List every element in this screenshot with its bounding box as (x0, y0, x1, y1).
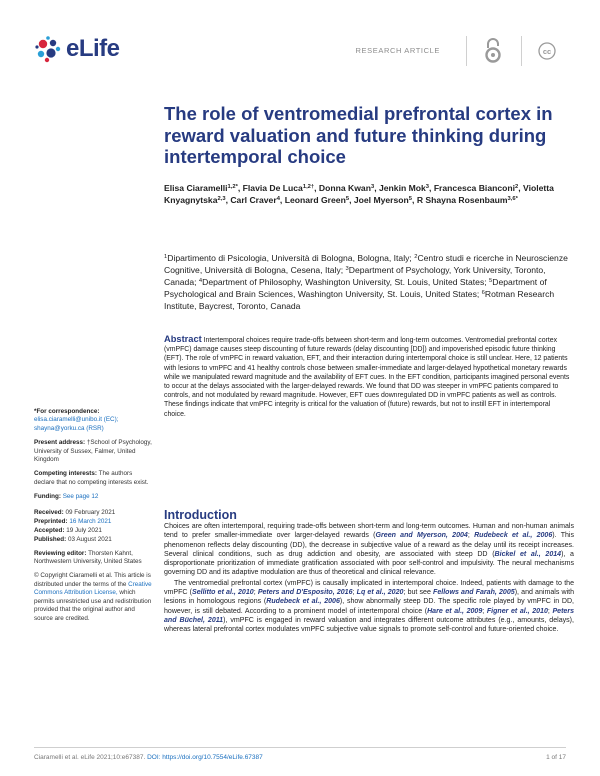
author-name[interactable]: Violetta Knyagnytska (164, 183, 554, 205)
competing-interests-text: The authors declare that no competing interests exist. (34, 470, 149, 486)
copyright-block (34, 572, 152, 622)
reviewing-editor-block (34, 550, 152, 567)
date-label: Received: (34, 508, 64, 516)
funding-block (34, 493, 152, 501)
citation-link[interactable]: Peters and Büchel, 2011 (164, 607, 574, 624)
date-label: Accepted: (34, 526, 65, 534)
body-text: The ventromedial prefrontal cortex (vmPFC) is causally implicated in intertemporal choice. Indeed, patients with damage to the vmPFC ( (164, 579, 574, 597)
affiliation-number: 3 (345, 266, 349, 272)
creative-commons-icon[interactable] (538, 42, 556, 60)
date-row (34, 508, 152, 517)
citation-link[interactable]: Rudebeck et al., 2006 (266, 598, 340, 606)
affiliation-text: Rotman Research Institute, Baycrest, Toronto, Canada (164, 289, 555, 311)
author-name[interactable]: Leonard Green (284, 195, 346, 205)
dates-block (34, 508, 152, 544)
introduction-paragraph-1 (164, 522, 574, 578)
author-name[interactable]: Elisa Ciaramelli (164, 183, 228, 193)
abstract-text: Intertemporal choices require trade-offs between short-term and long-term outcomes. Ventromedial prefrontal cortex (vmPFC) damage causes steep discounting of future rewards (delay discounting [DD]) and impoverished episodic future thinking (EFT). The role of vmPFC in reward valuation, EFT, and their interaction during intertemporal choice is still unclear. Here, 12 patients with lesions to vmPFC and 41 healthy controls chose between smaller-immediate and larger-delayed hypothetical monetary rewards while we manipulated reward magnitude and the availability of EFT cues. In the EFT condition, participants imagined personal events to occur at the delays associated with the larger-delayed rewards. We found that DD was steeper in vmPFC patients compared to controls, and not modulated by reward magnitude. However, EFT cues downregulated DD in vmPFC patients as well as controls. These findings indicate that vmPFC integrity is critical for the valuation of (future) rewards, but not to instill EFT in intertemporal choice. (164, 337, 570, 418)
affiliation-list (164, 252, 574, 312)
footer-citation-text: Ciaramelli et al. eLife 2021;10:e67387. (34, 754, 146, 761)
body-text: ; (482, 607, 487, 615)
author-name[interactable]: Jenkin Mok (378, 183, 426, 193)
date-row (34, 526, 152, 535)
present-address-label: Present address: (34, 439, 86, 447)
date-value: 03 August 2021 (67, 535, 112, 543)
reviewing-editor-text: Thorsten Kahnt, Northwestern University, United States (34, 549, 142, 566)
elife-logo-icon (34, 35, 62, 63)
introduction-body (164, 522, 574, 635)
footer-citation (34, 754, 263, 761)
body-text: ; (547, 607, 553, 615)
affiliation-number: 2 (414, 254, 418, 260)
author-name[interactable]: Flavia De Luca (242, 183, 303, 193)
date-row (34, 535, 152, 544)
header-divider (466, 36, 467, 66)
author-name[interactable]: Donna Kwan (318, 183, 371, 193)
body-text: ), and animals with lesions in homologous regions ( (164, 589, 575, 606)
author-affiliation-marker: 2 (515, 184, 519, 190)
affiliation-text: Department of Philosophy, Washington University, St. Louis, United States; (202, 277, 490, 287)
citation-link[interactable]: Figner et al., 2010 (486, 607, 548, 615)
affiliation-number: 6 (481, 290, 485, 296)
author-affiliation-marker: 2,3 (217, 196, 226, 202)
author-list: Elisa Ciaramelli$^{1,2*}$, Flavia De Luca$^{1,2\dagger}$, Donna Kwan$^3$, Jenkin Mok$^3$, Francesca Bianconi$^2$, Violetta Knyagnytska$^{2,3}$, Carl Craver$^4$, Leonard Green$^5$, Joel Myerson$^5$, R Shayna Rosenbaum$^{3,6*}$ (164, 183, 554, 205)
header-divider (521, 36, 522, 66)
author-affiliation-marker: 1,2† (302, 184, 315, 190)
body-text: ), show abnormally steep DD. The specific role played by vmPFC in DD, however, is still debated. According to a prominent model of intertemporal choice ( (164, 598, 575, 615)
author-affiliation-marker: 3,6* (507, 196, 518, 202)
abstract (164, 335, 574, 419)
citation-link[interactable]: Lq et al., 2020 (356, 589, 404, 597)
author-affiliation-marker: 5 (345, 196, 350, 202)
citation-link[interactable]: Rudebeck et al., 2006 (474, 532, 553, 540)
citation-link[interactable]: Hare et al., 2009 (427, 607, 483, 615)
body-text: Choices are often intertemporal, requiring trade-offs between short-term and long-term outcomes. Human and non-human animals tend to prefer smaller-immediate over larger-delayed rewards ( (164, 523, 574, 540)
affiliation-number: 1 (164, 254, 168, 260)
funding-label: Funding: (34, 493, 61, 501)
cc-license-link[interactable]: Creative Commons Attribution License, (34, 580, 152, 597)
footer-doi-label: DOI: (147, 754, 161, 761)
date-value[interactable]: 16 March 2021 (69, 517, 112, 525)
citation-link[interactable]: Bickel et al., 2014 (494, 550, 562, 558)
author-name[interactable]: R Shayna Rosenbaum (416, 195, 508, 205)
date-value: 09 February 2021 (65, 508, 116, 516)
author-name[interactable]: Carl Craver (230, 195, 277, 205)
body-text: ; (352, 589, 357, 597)
author-affiliation-marker: 3 (425, 184, 430, 190)
author-name[interactable]: Francesca Bianconi (433, 183, 516, 193)
copyright-text-pre: © Copyright Ciaramelli et al. This article is distributed under the terms of the (34, 572, 151, 588)
page-number: 1 of 17 (546, 754, 566, 761)
body-text: ; but see (403, 589, 434, 597)
competing-interests-label: Competing interests: (34, 470, 97, 478)
correspondence-block (34, 408, 152, 433)
body-text: ), a disproportionate prioritization of immediate gratification associated with poor self-control and impulsivity. The neural mechanisms governing DD and its adaptive modulation are thus of theoretical and clinical relevance. (164, 550, 574, 577)
body-text: ; (253, 589, 258, 597)
open-access-icon[interactable] (483, 37, 503, 65)
date-value: 19 July 2021 (66, 526, 102, 534)
affiliation-text: Centro studi e ricerche in Neuroscienze Cognitive, Università di Bologna, Cesena, Italy; (164, 253, 568, 275)
competing-interests-block (34, 470, 152, 487)
body-text: ), vmPFC is engaged in reward valuation and integrates different outcome attributes (e.g., amounts, delays), whereas lateral prefrontal cortex modulates vmPFC subjective value signals to promote self-control and future-oriented choice. (164, 616, 574, 634)
date-row (34, 517, 152, 526)
article-title: The role of ventromedial prefrontal cortex in reward valuation and future thinking during intertemporal choice (164, 103, 553, 167)
author-affiliation-marker: 4 (276, 196, 280, 202)
affiliation-text: Department of Psychological and Brain Sciences, Washington University, St. Louis, United States; (164, 277, 547, 299)
affiliation-text: Department of Psychology, York University, Toronto, Canada; (164, 265, 546, 287)
affiliation-text: Dipartimento di Psicologia, Università di Bologna, Bologna, Italy; (167, 253, 415, 263)
body-text: ; (467, 532, 475, 540)
author-affiliation-marker: 1,2* (227, 184, 238, 190)
citation-link[interactable]: Green and Myerson, 2004 (375, 532, 468, 540)
present-address-block (34, 439, 152, 464)
citation-link[interactable]: Peters and D'Esposito, 2016 (257, 589, 353, 597)
introduction-heading: Introduction (164, 508, 237, 522)
affiliation-number: 5 (489, 278, 493, 284)
citation-link[interactable]: Fellows and Farah, 2005 (433, 589, 515, 597)
footer-doi-link[interactable]: https://doi.org/10.7554/eLife.67387 (162, 754, 263, 761)
correspondence-emails[interactable]: elisa.ciaramelli@unibo.it (EC); shayna@yorku.ca (RSR) (34, 416, 119, 432)
introduction-paragraph-2 (164, 579, 574, 635)
research-type-label: RESEARCH ARTICLE (355, 46, 440, 55)
affiliation-number: 4 (198, 278, 203, 284)
article-sidebar (34, 408, 152, 629)
cc-icon-text: cc (542, 47, 552, 56)
body-text: ). This phenomenon reflects delay discounting (DD), the decrease in subjective value of a reward as the delay until its receipt increases. Several clinical conditions, such as drug addiction and obesity, are associated with steep DD ( (164, 532, 575, 558)
date-label: Preprinted: (34, 517, 68, 525)
citation-link[interactable]: Sellitto et al., 2010 (192, 589, 254, 597)
date-label: Published: (34, 535, 67, 543)
reviewing-editor-label: Reviewing editor: (34, 549, 87, 557)
present-address-text: †School of Psychology, University of Sussex, Falmer, United Kingdom (34, 439, 152, 464)
author-affiliation-marker: 5 (408, 196, 413, 202)
footer-rule (34, 747, 566, 748)
copyright-text-post: which permits unrestricted use and redistribution provided that the original author and source are credited. (34, 589, 152, 622)
funding-link[interactable]: See page 12 (62, 493, 99, 501)
correspondence-label: *For correspondence: (34, 408, 100, 415)
elife-logo-text: eLife (66, 35, 120, 62)
abstract-heading: Abstract (164, 334, 202, 344)
author-affiliation-marker: 3 (370, 184, 375, 190)
author-name[interactable]: Joel Myerson (353, 195, 409, 205)
elife-logo[interactable] (34, 34, 120, 64)
